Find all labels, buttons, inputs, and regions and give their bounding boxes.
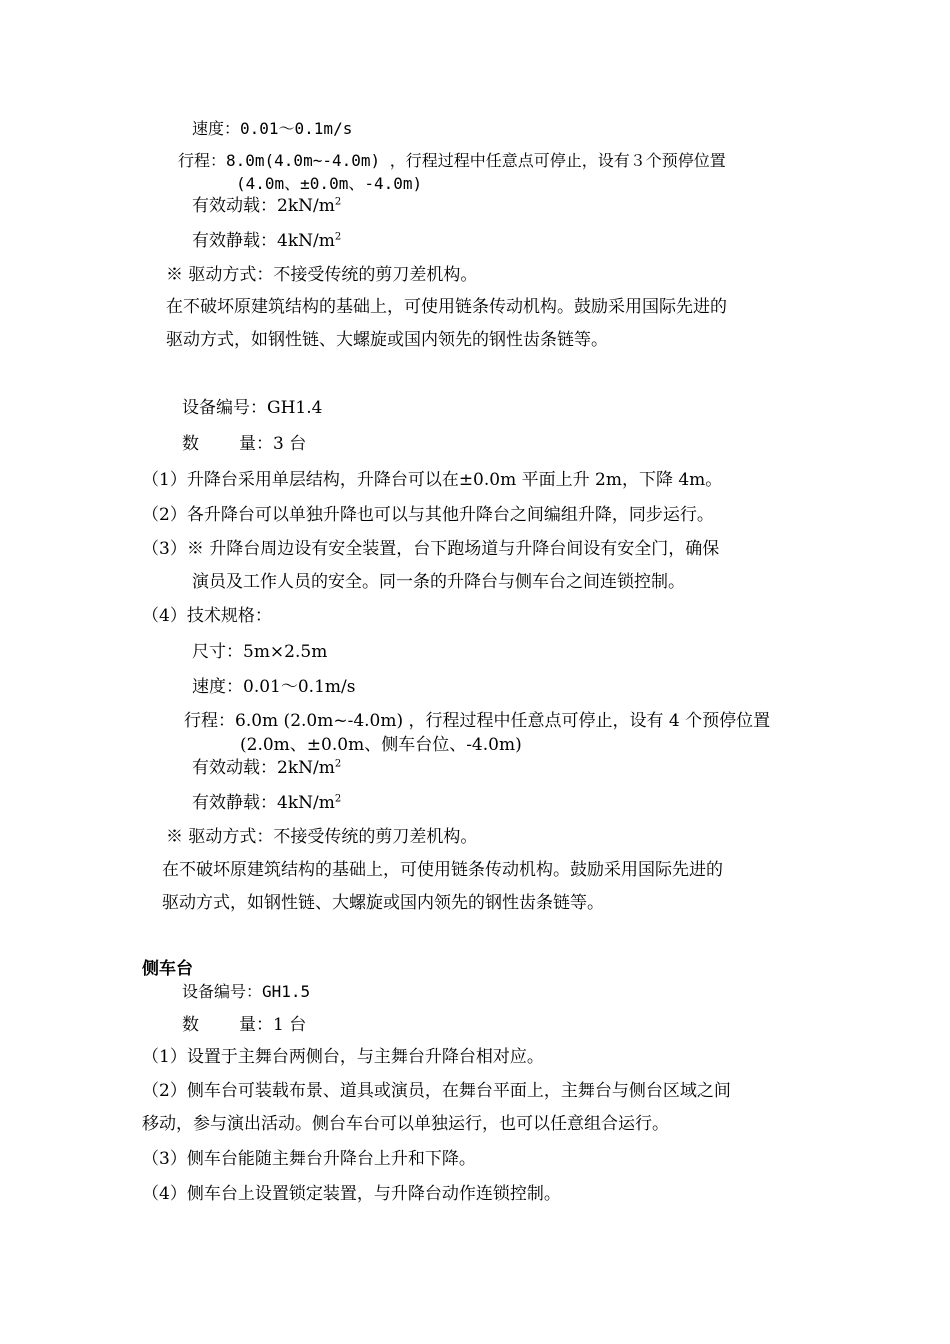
list-item-3: （3）※ 升降台周边设有安全装置，台下跑场道与升降台间设有安全门，确保: [142, 539, 720, 559]
drive-line: ※ 驱动方式：不接受传统的剪刀差机构。: [166, 827, 478, 847]
static-load-line: [192, 230, 341, 252]
speed-line: 速度：0.01～0.1m/s: [192, 677, 356, 697]
live-load-exponent: 2: [334, 196, 342, 208]
drive-line: ※ 驱动方式：不接受传统的剪刀差机构。: [166, 265, 478, 285]
quantity-label-end: 量：3 台: [239, 434, 307, 454]
quantity-label-start: 数: [182, 434, 199, 454]
travel-line-cont: (4.0m、±0.0m、-4.0m): [236, 174, 423, 193]
static-load-line: [192, 792, 341, 814]
list-item-3-cont: 演员及工作人员的安全。同一条的升降台与侧车台之间连锁控制。: [192, 572, 685, 592]
static-load-text: 有效静载：4kN/m: [192, 231, 335, 251]
live-load-text: 有效动载：2kN/m: [192, 196, 335, 216]
list-item-2: （2）侧车台可装载布景、道具或演员，在舞台平面上，主舞台与侧台区域之间: [142, 1081, 731, 1101]
list-item-2-cont: 移动，参与演出活动。侧台车台可以单独运行，也可以任意组合运行。: [142, 1114, 669, 1134]
drive-desc-line-cont: 驱动方式，如钢性链、大螺旋或国内领先的钢性齿条链等。: [166, 330, 608, 350]
size-line: 尺寸：5m×2.5m: [192, 642, 328, 662]
speed-line: 速度：0.01～0.1m/s: [192, 119, 353, 138]
quantity-line: [182, 1014, 306, 1036]
live-load-line: [192, 757, 341, 779]
static-load-text: 有效静载：4kN/m: [192, 793, 335, 813]
list-item-2: （2）各升降台可以单独升降也可以与其他升降台之间编组升降，同步运行。: [142, 505, 714, 525]
quantity-label-start: 数: [182, 1015, 199, 1035]
travel-line: 行程：6.0m (2.0m~-4.0m) ，行程过程中任意点可停止，设有 4 个预停位置: [184, 711, 771, 731]
list-item-1: （1）设置于主舞台两侧台，与主舞台升降台相对应。: [142, 1047, 544, 1067]
live-load-line: [192, 195, 341, 217]
section-heading: 侧车台: [142, 959, 193, 979]
drive-desc-line-cont: 驱动方式，如钢性链、大螺旋或国内领先的钢性齿条链等。: [162, 893, 604, 913]
live-load-exponent: 2: [334, 758, 342, 770]
live-load-text: 有效动载：2kN/m: [192, 758, 335, 778]
quantity-line: [182, 433, 306, 455]
equipment-code: 设备编号：GH1.5: [182, 982, 311, 1001]
list-item-1: （1）升降台采用单层结构，升降台可以在±0.0m 平面上升 2m，下降 4m。: [142, 470, 723, 490]
list-item-4: （4）侧车台上设置锁定装置，与升降台动作连锁控制。: [142, 1184, 561, 1204]
equipment-code: 设备编号：GH1.4: [182, 398, 323, 418]
drive-desc-line: 在不破坏原建筑结构的基础上，可使用链条传动机构。鼓励采用国际先进的: [162, 860, 723, 880]
list-item-3: （3）侧车台能随主舞台升降台上升和下降。: [142, 1149, 476, 1169]
list-item-4: （4）技术规格：: [142, 606, 272, 626]
drive-desc-line: 在不破坏原建筑结构的基础上，可使用链条传动机构。鼓励采用国际先进的: [166, 297, 727, 317]
quantity-label-end: 量：1 台: [239, 1015, 307, 1035]
travel-line: 行程：8.0m(4.0m~-4.0m) ，行程过程中任意点可停止，设有３个预停位置: [178, 151, 726, 170]
static-load-exponent: 2: [334, 231, 342, 243]
static-load-exponent: 2: [334, 793, 342, 805]
travel-line-cont: (2.0m、±0.0m、侧车台位、-4.0m): [240, 735, 522, 755]
